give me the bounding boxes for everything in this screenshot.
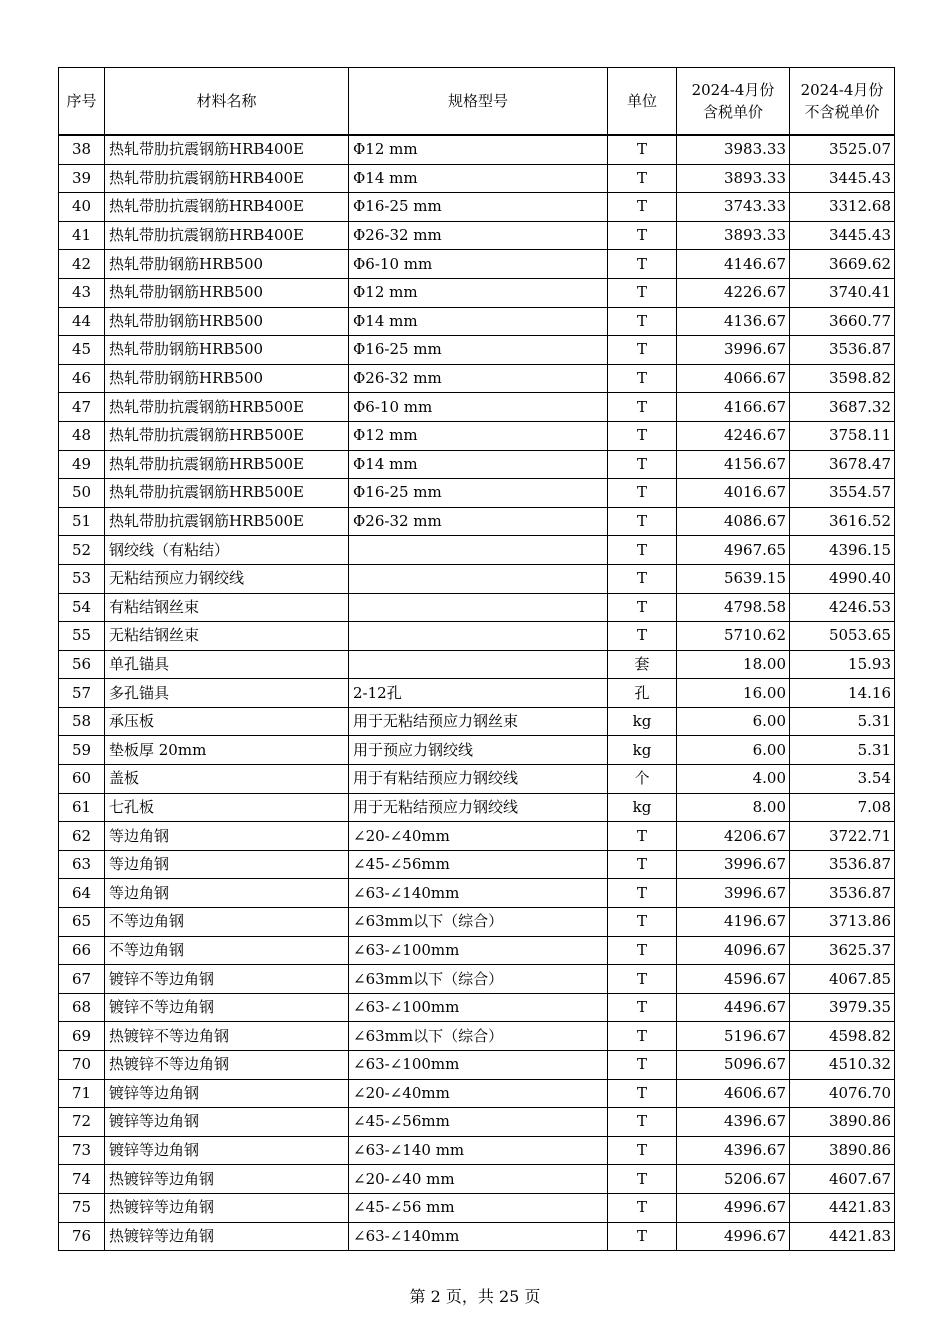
header-spec: 规格型号 — [349, 68, 608, 136]
cell-material-name: 热轧带肋钢筋HRB500 — [105, 336, 349, 365]
cell-seq: 48 — [59, 421, 105, 450]
cell-price-without-tax: 7.08 — [790, 793, 895, 822]
cell-material-name: 热轧带肋钢筋HRB500 — [105, 250, 349, 279]
cell-spec: ∠63-∠140mm — [349, 1222, 608, 1251]
table-row — [59, 1051, 895, 1080]
table-row — [59, 364, 895, 393]
cell-unit: 套 — [608, 650, 677, 679]
table-row — [59, 1165, 895, 1194]
cell-material-name: 镀锌等边角钢 — [105, 1079, 349, 1108]
cell-price-with-tax: 6.00 — [677, 736, 790, 765]
cell-seq: 45 — [59, 336, 105, 365]
header-price-without-tax-line2: 不含税单价 — [804, 103, 880, 121]
cell-unit: T — [608, 1079, 677, 1108]
cell-seq: 63 — [59, 850, 105, 879]
cell-price-with-tax: 16.00 — [677, 679, 790, 708]
cell-material-name: 多孔锚具 — [105, 679, 349, 708]
cell-seq: 67 — [59, 965, 105, 994]
cell-spec: Φ26-32 mm — [349, 364, 608, 393]
cell-seq: 57 — [59, 679, 105, 708]
cell-material-name: 热轧带肋钢筋HRB500 — [105, 278, 349, 307]
cell-unit: T — [608, 564, 677, 593]
cell-seq: 71 — [59, 1079, 105, 1108]
cell-spec: Φ12 mm — [349, 278, 608, 307]
table-row — [59, 822, 895, 851]
cell-material-name: 钢绞线（有粘结） — [105, 536, 349, 565]
cell-unit: 孔 — [608, 679, 677, 708]
cell-material-name: 七孔板 — [105, 793, 349, 822]
cell-unit: T — [608, 1051, 677, 1080]
cell-seq: 75 — [59, 1193, 105, 1222]
table-row — [59, 1022, 895, 1051]
table-row — [59, 679, 895, 708]
table-row — [59, 221, 895, 250]
table-row — [59, 908, 895, 937]
cell-price-with-tax: 4996.67 — [677, 1222, 790, 1251]
cell-spec: Φ12 mm — [349, 421, 608, 450]
cell-price-without-tax: 3979.35 — [790, 993, 895, 1022]
cell-unit: kg — [608, 793, 677, 822]
cell-price-with-tax: 4136.67 — [677, 307, 790, 336]
cell-spec: ∠45-∠56mm — [349, 1108, 608, 1137]
cell-spec: Φ14 mm — [349, 164, 608, 193]
cell-material-name: 垫板厚 20mm — [105, 736, 349, 765]
cell-unit: T — [608, 250, 677, 279]
cell-spec: ∠63mm以下（综合） — [349, 1022, 608, 1051]
cell-price-with-tax: 3893.33 — [677, 164, 790, 193]
header-price-with-tax-line1: 2024-4月份 — [691, 81, 775, 99]
cell-price-with-tax: 5639.15 — [677, 564, 790, 593]
cell-material-name: 热镀锌等边角钢 — [105, 1193, 349, 1222]
cell-spec: ∠20-∠40 mm — [349, 1165, 608, 1194]
table-row — [59, 879, 895, 908]
cell-material-name: 热轧带肋抗震钢筋HRB500E — [105, 421, 349, 450]
cell-price-without-tax: 3536.87 — [790, 879, 895, 908]
cell-spec: ∠63-∠140mm — [349, 879, 608, 908]
cell-price-without-tax: 3890.86 — [790, 1108, 895, 1137]
cell-price-without-tax: 3625.37 — [790, 936, 895, 965]
cell-price-with-tax: 4066.67 — [677, 364, 790, 393]
cell-price-without-tax: 3.54 — [790, 765, 895, 794]
cell-spec: Φ16-25 mm — [349, 193, 608, 222]
cell-material-name: 有粘结钢丝束 — [105, 593, 349, 622]
cell-unit: T — [608, 1136, 677, 1165]
cell-seq: 38 — [59, 135, 105, 164]
cell-material-name: 热轧带肋抗震钢筋HRB500E — [105, 507, 349, 536]
cell-material-name: 热轧带肋抗震钢筋HRB500E — [105, 393, 349, 422]
cell-price-with-tax: 5096.67 — [677, 1051, 790, 1080]
cell-unit: T — [608, 193, 677, 222]
cell-seq: 51 — [59, 507, 105, 536]
cell-spec: ∠63mm以下（综合） — [349, 965, 608, 994]
header-price-with-tax — [677, 68, 790, 136]
cell-price-without-tax: 3525.07 — [790, 135, 895, 164]
cell-spec: 用于预应力钢绞线 — [349, 736, 608, 765]
cell-price-with-tax: 4016.67 — [677, 479, 790, 508]
cell-material-name: 热轧带肋抗震钢筋HRB500E — [105, 479, 349, 508]
table-row — [59, 1079, 895, 1108]
cell-seq: 41 — [59, 221, 105, 250]
cell-spec: Φ26-32 mm — [349, 221, 608, 250]
table-row — [59, 536, 895, 565]
cell-unit: T — [608, 507, 677, 536]
cell-price-with-tax: 4496.67 — [677, 993, 790, 1022]
cell-seq: 40 — [59, 193, 105, 222]
cell-spec: ∠63-∠100mm — [349, 936, 608, 965]
table-row — [59, 650, 895, 679]
cell-price-without-tax: 5.31 — [790, 707, 895, 736]
cell-seq: 49 — [59, 450, 105, 479]
cell-seq: 58 — [59, 707, 105, 736]
cell-seq: 52 — [59, 536, 105, 565]
cell-unit: T — [608, 879, 677, 908]
cell-unit: kg — [608, 707, 677, 736]
cell-price-with-tax: 18.00 — [677, 650, 790, 679]
table-row — [59, 1136, 895, 1165]
cell-price-with-tax: 5196.67 — [677, 1022, 790, 1051]
header-row — [59, 68, 895, 136]
cell-seq: 68 — [59, 993, 105, 1022]
cell-material-name: 热轧带肋钢筋HRB500 — [105, 364, 349, 393]
cell-material-name: 热镀锌不等边角钢 — [105, 1022, 349, 1051]
cell-seq: 70 — [59, 1051, 105, 1080]
cell-material-name: 镀锌不等边角钢 — [105, 965, 349, 994]
cell-price-without-tax: 3660.77 — [790, 307, 895, 336]
cell-spec: Φ6-10 mm — [349, 250, 608, 279]
cell-unit: T — [608, 936, 677, 965]
cell-price-without-tax: 5.31 — [790, 736, 895, 765]
cell-seq: 39 — [59, 164, 105, 193]
cell-price-with-tax: 4798.58 — [677, 593, 790, 622]
cell-price-with-tax: 4156.67 — [677, 450, 790, 479]
cell-price-with-tax: 4096.67 — [677, 936, 790, 965]
cell-spec: Φ14 mm — [349, 307, 608, 336]
cell-price-without-tax: 3554.57 — [790, 479, 895, 508]
cell-spec: Φ6-10 mm — [349, 393, 608, 422]
cell-price-without-tax: 3616.52 — [790, 507, 895, 536]
table-row — [59, 736, 895, 765]
page-number: 第 2 页，共 25 页 — [409, 1287, 541, 1306]
cell-price-with-tax: 3983.33 — [677, 135, 790, 164]
cell-material-name: 不等边角钢 — [105, 908, 349, 937]
header-price-with-tax-line2: 含税单价 — [702, 103, 763, 121]
cell-seq: 66 — [59, 936, 105, 965]
table-row — [59, 622, 895, 651]
cell-price-without-tax: 4421.83 — [790, 1193, 895, 1222]
cell-material-name: 热镀锌等边角钢 — [105, 1165, 349, 1194]
cell-material-name: 承压板 — [105, 707, 349, 736]
cell-price-with-tax: 8.00 — [677, 793, 790, 822]
cell-spec: ∠63-∠100mm — [349, 993, 608, 1022]
cell-spec — [349, 650, 608, 679]
cell-material-name: 无粘结预应力钢绞线 — [105, 564, 349, 593]
cell-price-without-tax: 4246.53 — [790, 593, 895, 622]
cell-unit: T — [608, 1222, 677, 1251]
cell-price-with-tax: 5206.67 — [677, 1165, 790, 1194]
cell-price-without-tax: 14.16 — [790, 679, 895, 708]
cell-seq: 69 — [59, 1022, 105, 1051]
cell-price-without-tax: 3678.47 — [790, 450, 895, 479]
cell-price-without-tax: 3445.43 — [790, 221, 895, 250]
cell-seq: 61 — [59, 793, 105, 822]
cell-spec: ∠20-∠40mm — [349, 822, 608, 851]
cell-spec — [349, 536, 608, 565]
cell-price-with-tax: 4166.67 — [677, 393, 790, 422]
cell-price-with-tax: 4967.65 — [677, 536, 790, 565]
header-seq: 序号 — [59, 68, 105, 136]
cell-price-with-tax: 4.00 — [677, 765, 790, 794]
cell-price-with-tax: 4206.67 — [677, 822, 790, 851]
cell-seq: 56 — [59, 650, 105, 679]
cell-spec: Φ14 mm — [349, 450, 608, 479]
table-row — [59, 250, 895, 279]
cell-spec: ∠63-∠100mm — [349, 1051, 608, 1080]
cell-unit: T — [608, 1108, 677, 1137]
cell-price-with-tax: 4996.67 — [677, 1193, 790, 1222]
table-row — [59, 135, 895, 164]
cell-seq: 42 — [59, 250, 105, 279]
cell-spec: Φ26-32 mm — [349, 507, 608, 536]
cell-material-name: 热轧带肋钢筋HRB500 — [105, 307, 349, 336]
cell-unit: T — [608, 336, 677, 365]
cell-price-without-tax: 4990.40 — [790, 564, 895, 593]
cell-spec: ∠63mm以下（综合） — [349, 908, 608, 937]
cell-price-with-tax: 3996.67 — [677, 336, 790, 365]
table-header — [59, 68, 895, 136]
cell-price-without-tax: 4067.85 — [790, 965, 895, 994]
cell-price-with-tax: 3743.33 — [677, 193, 790, 222]
table-row — [59, 336, 895, 365]
cell-seq: 43 — [59, 278, 105, 307]
cell-price-without-tax: 3536.87 — [790, 336, 895, 365]
cell-material-name: 镀锌等边角钢 — [105, 1108, 349, 1137]
table-row — [59, 1108, 895, 1137]
cell-price-with-tax: 4596.67 — [677, 965, 790, 994]
cell-unit: T — [608, 965, 677, 994]
cell-seq: 72 — [59, 1108, 105, 1137]
header-price-without-tax-line1: 2024-4月份 — [800, 81, 884, 99]
table-row — [59, 164, 895, 193]
cell-price-with-tax: 4396.67 — [677, 1108, 790, 1137]
cell-unit: T — [608, 908, 677, 937]
cell-unit: T — [608, 593, 677, 622]
cell-price-with-tax: 3996.67 — [677, 879, 790, 908]
cell-spec: Φ16-25 mm — [349, 336, 608, 365]
cell-material-name: 无粘结钢丝束 — [105, 622, 349, 651]
table-body — [59, 135, 895, 1251]
table-row — [59, 850, 895, 879]
cell-seq: 62 — [59, 822, 105, 851]
cell-price-without-tax: 3758.11 — [790, 421, 895, 450]
cell-price-with-tax: 4196.67 — [677, 908, 790, 937]
cell-unit: T — [608, 450, 677, 479]
table-row — [59, 593, 895, 622]
cell-price-without-tax: 3536.87 — [790, 850, 895, 879]
cell-spec: 用于有粘结预应力钢绞线 — [349, 765, 608, 794]
cell-spec: Φ16-25 mm — [349, 479, 608, 508]
cell-unit: T — [608, 135, 677, 164]
cell-unit: T — [608, 421, 677, 450]
cell-price-with-tax: 4396.67 — [677, 1136, 790, 1165]
cell-unit: T — [608, 307, 677, 336]
cell-unit: T — [608, 221, 677, 250]
cell-seq: 73 — [59, 1136, 105, 1165]
cell-unit: T — [608, 536, 677, 565]
cell-seq: 47 — [59, 393, 105, 422]
cell-unit: kg — [608, 736, 677, 765]
cell-unit: T — [608, 1193, 677, 1222]
cell-material-name: 热镀锌等边角钢 — [105, 1222, 349, 1251]
cell-price-without-tax: 3312.68 — [790, 193, 895, 222]
cell-material-name: 等边角钢 — [105, 822, 349, 851]
cell-unit: T — [608, 278, 677, 307]
cell-material-name: 等边角钢 — [105, 850, 349, 879]
cell-material-name: 热轧带肋抗震钢筋HRB500E — [105, 450, 349, 479]
table-row — [59, 1222, 895, 1251]
table-row — [59, 307, 895, 336]
cell-seq: 74 — [59, 1165, 105, 1194]
table-row — [59, 564, 895, 593]
cell-unit: 个 — [608, 765, 677, 794]
cell-seq: 46 — [59, 364, 105, 393]
table-row — [59, 936, 895, 965]
cell-price-without-tax: 5053.65 — [790, 622, 895, 651]
cell-spec: Φ12 mm — [349, 135, 608, 164]
cell-spec: 用于无粘结预应力钢绞线 — [349, 793, 608, 822]
cell-seq: 59 — [59, 736, 105, 765]
cell-price-without-tax: 4076.70 — [790, 1079, 895, 1108]
table-row — [59, 793, 895, 822]
cell-price-without-tax: 4510.32 — [790, 1051, 895, 1080]
cell-spec: ∠45-∠56mm — [349, 850, 608, 879]
cell-price-with-tax: 4246.67 — [677, 421, 790, 450]
cell-seq: 53 — [59, 564, 105, 593]
cell-material-name: 镀锌不等边角钢 — [105, 993, 349, 1022]
table-row — [59, 479, 895, 508]
cell-price-without-tax: 3740.41 — [790, 278, 895, 307]
cell-seq: 50 — [59, 479, 105, 508]
cell-material-name: 热轧带肋抗震钢筋HRB400E — [105, 193, 349, 222]
cell-unit: T — [608, 364, 677, 393]
cell-unit: T — [608, 164, 677, 193]
cell-seq: 64 — [59, 879, 105, 908]
cell-seq: 44 — [59, 307, 105, 336]
cell-material-name: 盖板 — [105, 765, 349, 794]
cell-seq: 55 — [59, 622, 105, 651]
header-name: 材料名称 — [105, 68, 349, 136]
cell-unit: T — [608, 993, 677, 1022]
cell-spec: ∠45-∠56 mm — [349, 1193, 608, 1222]
cell-price-without-tax: 3722.71 — [790, 822, 895, 851]
table-row — [59, 193, 895, 222]
cell-spec: ∠63-∠140 mm — [349, 1136, 608, 1165]
cell-material-name: 热轧带肋抗震钢筋HRB400E — [105, 221, 349, 250]
cell-price-with-tax: 3996.67 — [677, 850, 790, 879]
cell-price-with-tax: 5710.62 — [677, 622, 790, 651]
cell-unit: T — [608, 622, 677, 651]
cell-price-without-tax: 4396.15 — [790, 536, 895, 565]
cell-material-name: 热轧带肋抗震钢筋HRB400E — [105, 164, 349, 193]
cell-price-without-tax: 3687.32 — [790, 393, 895, 422]
cell-spec: 用于无粘结预应力钢丝束 — [349, 707, 608, 736]
table-row — [59, 965, 895, 994]
cell-price-without-tax: 3445.43 — [790, 164, 895, 193]
cell-seq: 65 — [59, 908, 105, 937]
cell-material-name: 等边角钢 — [105, 879, 349, 908]
cell-material-name: 热轧带肋抗震钢筋HRB400E — [105, 135, 349, 164]
table-row — [59, 278, 895, 307]
cell-spec — [349, 564, 608, 593]
table-row — [59, 507, 895, 536]
cell-price-with-tax: 3893.33 — [677, 221, 790, 250]
cell-price-with-tax: 4086.67 — [677, 507, 790, 536]
cell-unit: T — [608, 1165, 677, 1194]
cell-unit: T — [608, 850, 677, 879]
table-row — [59, 765, 895, 794]
cell-price-without-tax: 3669.62 — [790, 250, 895, 279]
table-row — [59, 393, 895, 422]
cell-price-without-tax: 4598.82 — [790, 1022, 895, 1051]
cell-seq: 54 — [59, 593, 105, 622]
table-row — [59, 1193, 895, 1222]
header-price-without-tax — [790, 68, 895, 136]
cell-price-without-tax: 3890.86 — [790, 1136, 895, 1165]
table-row — [59, 450, 895, 479]
table-row — [59, 421, 895, 450]
cell-price-without-tax: 4607.67 — [790, 1165, 895, 1194]
cell-material-name: 镀锌等边角钢 — [105, 1136, 349, 1165]
cell-spec — [349, 622, 608, 651]
cell-spec — [349, 593, 608, 622]
cell-unit: T — [608, 393, 677, 422]
cell-price-with-tax: 4226.67 — [677, 278, 790, 307]
cell-price-without-tax: 15.93 — [790, 650, 895, 679]
cell-price-without-tax: 3713.86 — [790, 908, 895, 937]
cell-price-without-tax: 4421.83 — [790, 1222, 895, 1251]
material-price-table — [58, 67, 895, 1251]
cell-spec: ∠20-∠40mm — [349, 1079, 608, 1108]
cell-seq: 60 — [59, 765, 105, 794]
header-unit: 单位 — [608, 68, 677, 136]
cell-price-with-tax: 4606.67 — [677, 1079, 790, 1108]
cell-material-name: 单孔锚具 — [105, 650, 349, 679]
cell-unit: T — [608, 479, 677, 508]
table-row — [59, 707, 895, 736]
cell-seq: 76 — [59, 1222, 105, 1251]
cell-material-name: 不等边角钢 — [105, 936, 349, 965]
cell-unit: T — [608, 1022, 677, 1051]
cell-spec: 2-12孔 — [349, 679, 608, 708]
cell-price-with-tax: 4146.67 — [677, 250, 790, 279]
cell-price-without-tax: 3598.82 — [790, 364, 895, 393]
cell-material-name: 热镀锌不等边角钢 — [105, 1051, 349, 1080]
cell-unit: T — [608, 822, 677, 851]
table-row — [59, 993, 895, 1022]
cell-price-with-tax: 6.00 — [677, 707, 790, 736]
